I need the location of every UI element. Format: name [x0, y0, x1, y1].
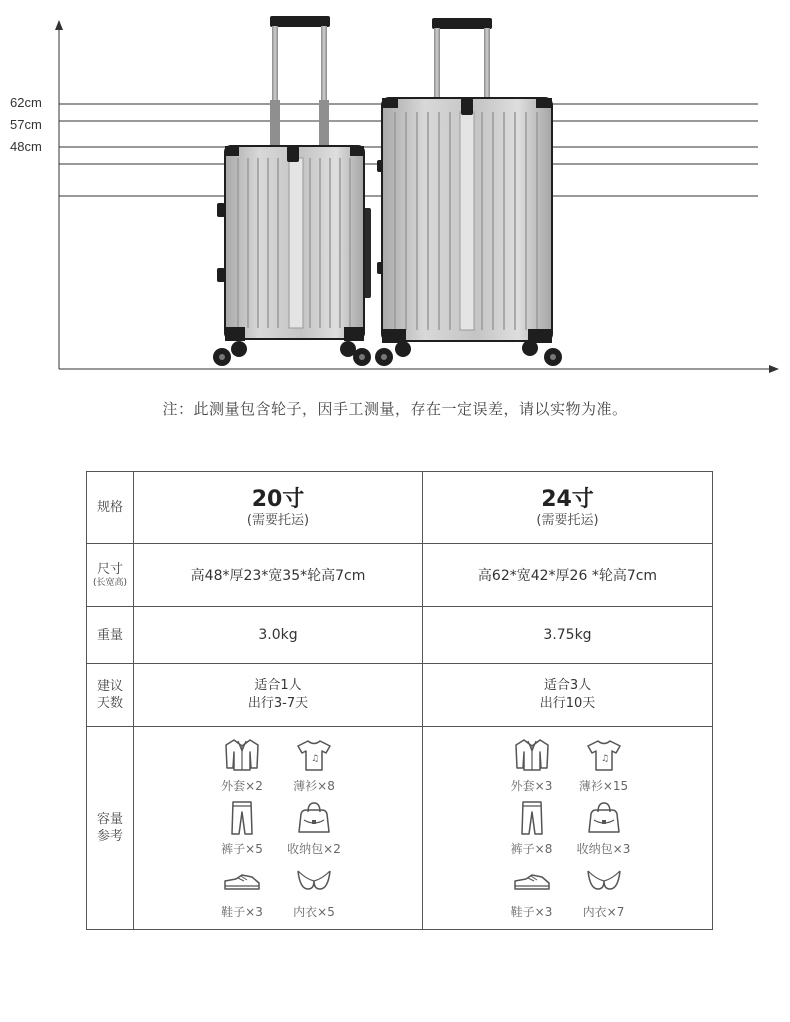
col-20-days	[134, 664, 423, 727]
col-24-weight: 3.75kg	[423, 607, 713, 664]
row-header-size-main: 尺寸	[96, 562, 123, 577]
row-weight	[87, 607, 713, 664]
row-header-days-line1: 建议	[96, 679, 123, 694]
col-20-title: 20寸	[251, 486, 305, 512]
svg-text:♫: ♫	[311, 753, 320, 764]
bra-icon	[294, 863, 334, 899]
row-header-cap-line2: 参考	[96, 829, 123, 844]
row-size	[87, 544, 713, 607]
col-24-days	[423, 664, 713, 727]
col-24-dims: 高62*宽42*厚26 *轮高7cm	[423, 544, 713, 607]
cap-item-bag	[571, 800, 637, 857]
cap-label: 裤子×5	[221, 841, 263, 856]
luggage-measurement-illustration	[0, 0, 790, 380]
capacity-grid-24	[423, 729, 712, 928]
pants-icon	[512, 800, 552, 836]
cap-item-shoe	[499, 863, 565, 920]
cap-item-bra	[281, 863, 347, 920]
cap-label: 外套×2	[221, 778, 263, 793]
bag-icon	[294, 800, 334, 836]
col-20-header	[134, 472, 423, 544]
cap-item-tshirt	[281, 737, 347, 794]
cap-item-jacket	[209, 737, 275, 794]
cap-label: 鞋子×3	[221, 904, 263, 919]
suitcase-20-inch	[213, 16, 371, 366]
row-header-spec: 规格	[87, 472, 134, 544]
col-24-subtitle: (需要托运)	[536, 512, 599, 528]
measurement-note: 注：此测量包含轮子，因手工测量，存在一定误差，请以实物为准。	[162, 400, 628, 418]
shoe-icon	[222, 863, 262, 899]
cap-item-bag	[281, 800, 347, 857]
suitcase-24-inch	[375, 18, 562, 366]
col-24-capacity	[423, 727, 713, 930]
bra-icon	[584, 863, 624, 899]
row-header-capacity	[87, 727, 134, 930]
row-header-weight: 重量	[87, 607, 134, 664]
shoe-icon	[512, 863, 552, 899]
label-57cm: 57cm	[10, 117, 42, 132]
tshirt-icon	[294, 737, 334, 773]
col-24-title: 24寸	[541, 486, 594, 512]
cap-label: 内衣×5	[293, 904, 335, 919]
row-header-days-line2: 天数	[96, 696, 123, 711]
cap-item-shoe	[209, 863, 275, 920]
svg-text:♫: ♫	[600, 753, 609, 764]
row-spec	[87, 472, 713, 544]
cap-label: 外套×3	[510, 778, 553, 793]
row-header-size-sub: (长宽高)	[92, 578, 128, 588]
pants-icon	[222, 800, 262, 836]
col-20-capacity	[134, 727, 423, 930]
cap-label: 鞋子×3	[510, 904, 553, 919]
cap-label: 内衣×7	[582, 904, 625, 919]
row-capacity	[87, 727, 713, 930]
cap-item-tshirt	[571, 737, 637, 794]
spec-table	[86, 471, 713, 930]
cap-label: 薄衫×8	[293, 778, 335, 793]
col-20-weight: 3.0kg	[134, 607, 423, 664]
col-20-days-people: 适合1人	[254, 678, 302, 693]
cap-label: 收纳包×2	[287, 841, 341, 856]
row-days	[87, 664, 713, 727]
jacket-icon	[512, 737, 552, 773]
col-20-subtitle: (需要托运)	[246, 512, 310, 528]
col-20-dims: 高48*厚23*宽35*轮高7cm	[134, 544, 423, 607]
cap-item-jacket	[499, 737, 565, 794]
col-24-header	[423, 472, 713, 544]
cap-label: 薄衫×15	[578, 778, 629, 793]
capacity-grid-20	[134, 729, 422, 928]
col-24-days-trip: 出行10天	[539, 696, 596, 711]
col-20-days-trip: 出行3-7天	[247, 696, 309, 711]
cap-label: 裤子×8	[510, 841, 553, 856]
jacket-icon	[222, 737, 262, 773]
cap-item-pants	[499, 800, 565, 857]
row-header-cap-line1: 容量	[96, 812, 123, 827]
col-24-days-people: 适合3人	[543, 678, 592, 693]
bag-icon	[584, 800, 624, 836]
cap-item-pants	[209, 800, 275, 857]
cap-item-bra	[571, 863, 637, 920]
row-header-days	[87, 664, 134, 727]
row-header-size	[87, 544, 134, 607]
tshirt-icon	[584, 737, 624, 773]
cap-label: 收纳包×3	[576, 841, 631, 856]
label-62cm: 62cm	[10, 95, 42, 110]
label-48cm: 48cm	[10, 139, 42, 154]
